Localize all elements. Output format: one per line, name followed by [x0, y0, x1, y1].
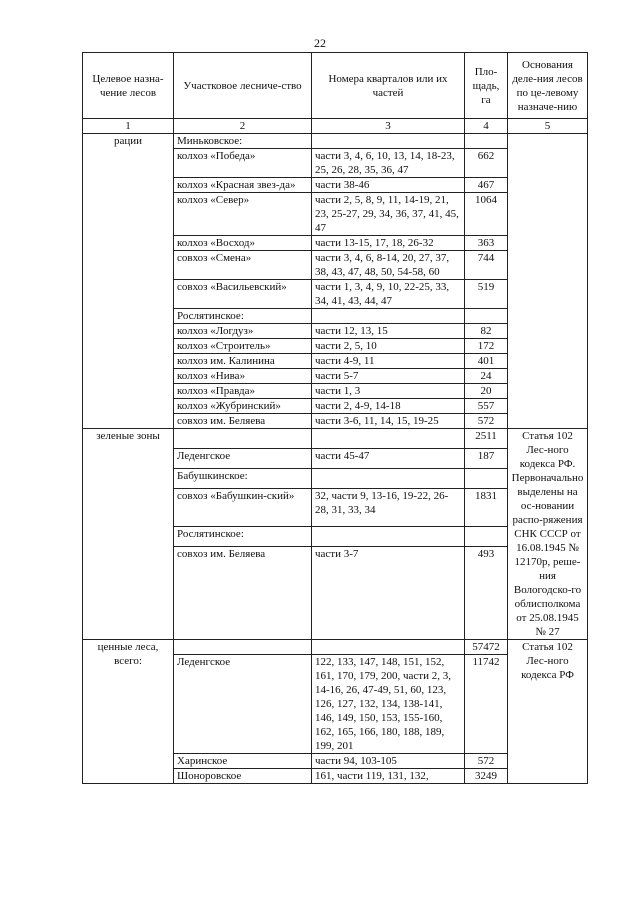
- area-cell: 187: [465, 448, 508, 468]
- forestry-cell: колхоз «Правда»: [174, 384, 312, 399]
- forestry-cell: колхоз «Восход»: [174, 236, 312, 251]
- area-cell: 557: [465, 399, 508, 414]
- quarters-cell: части 3, 4, 6, 10, 13, 14, 18-23, 25, 26, 28, 35, 36, 47: [312, 149, 465, 178]
- column-number: 2: [174, 119, 312, 134]
- area-cell: [465, 309, 508, 324]
- header-quarters: Номера кварталов или их частей: [312, 53, 465, 119]
- column-number: 5: [508, 119, 588, 134]
- quarters-cell: части 1, 3, 4, 9, 10, 22-25, 33, 34, 41, 43, 44, 47: [312, 280, 465, 309]
- quarters-cell: части 5-7: [312, 369, 465, 384]
- quarters-cell: части 4-9, 11: [312, 354, 465, 369]
- forestry-cell: колхоз «Север»: [174, 193, 312, 236]
- forestry-cell: колхоз «Жубринский»: [174, 399, 312, 414]
- area-total-cell: 2511: [465, 429, 508, 449]
- quarters-cell: части 94, 103-105: [312, 754, 465, 769]
- area-cell: 744: [465, 251, 508, 280]
- forestry-cell: колхоз им. Калинина: [174, 354, 312, 369]
- forestry-cell: Рослятинское:: [174, 309, 312, 324]
- area-cell: [465, 134, 508, 149]
- forestry-cell: Рослятинское:: [174, 527, 312, 547]
- area-cell: 572: [465, 414, 508, 429]
- forestry-cell: колхоз «Логдуз»: [174, 324, 312, 339]
- area-cell: 401: [465, 354, 508, 369]
- column-number: 1: [83, 119, 174, 134]
- quarters-cell: части 45-47: [312, 448, 465, 468]
- forestry-cell: совхоз «Смена»: [174, 251, 312, 280]
- area-cell: [465, 468, 508, 488]
- forestry-cell: колхоз «Нива»: [174, 369, 312, 384]
- area-cell: 1064: [465, 193, 508, 236]
- header-forestry: Участковое лесниче-ство: [174, 53, 312, 119]
- forestry-cell: совхоз «Бабушкин-ский»: [174, 488, 312, 526]
- quarters-cell: [312, 468, 465, 488]
- quarters-cell: части 38-46: [312, 178, 465, 193]
- quarters-cell: части 3, 4, 6, 8-14, 20, 27, 37, 38, 43, 47, 48, 50, 54-58, 60: [312, 251, 465, 280]
- area-cell: 172: [465, 339, 508, 354]
- header-basis: Основания деле-ния лесов по це-левому назначе-нию: [508, 53, 588, 119]
- basis-cell: Статья 102 Лес-ного кодекса РФ. Первоначально выделены на ос-новании распо-ряжения СНК СССР от 16.08.1945 № 12170р, реше-ния Вологодско-го облисполкома от 25.08.1945 № 27: [508, 429, 588, 640]
- column-number-row: [83, 119, 588, 134]
- area-cell: 82: [465, 324, 508, 339]
- area-cell: [465, 527, 508, 547]
- forestry-cell: Бабушкинское:: [174, 468, 312, 488]
- header-purpose: Целевое назна-чение лесов: [83, 53, 174, 119]
- quarters-cell: части 12, 13, 15: [312, 324, 465, 339]
- forestry-cell: Леденгское: [174, 655, 312, 754]
- quarters-cell: части 13-15, 17, 18, 26-32: [312, 236, 465, 251]
- purpose-cell: рации: [83, 134, 174, 429]
- column-number: 3: [312, 119, 465, 134]
- quarters-cell: 122, 133, 147, 148, 151, 152, 161, 170, 179, 200, части 2, 3, 14-16, 26, 47-49, 51, 60, 123, 126, 127, 132, 134, 138-141, 146, 149, 150, 153, 155-160, 162, 165, 166, 180, 188, 189, 199, 201: [312, 655, 465, 754]
- area-total-cell: 57472: [465, 640, 508, 655]
- basis-cell: [508, 134, 588, 429]
- purpose-cell: ценные леса, всего:: [83, 640, 174, 784]
- forestry-cell: совхоз им. Беляева: [174, 414, 312, 429]
- area-cell: 493: [465, 547, 508, 640]
- quarters-cell: 32, части 9, 13-16, 19-22, 26-28, 31, 33, 34: [312, 488, 465, 526]
- forest-purpose-table: [82, 52, 588, 784]
- quarters-cell: части 2, 5, 10: [312, 339, 465, 354]
- forestry-cell: совхоз им. Беляева: [174, 547, 312, 640]
- area-cell: 20: [465, 384, 508, 399]
- basis-cell: Статья 102 Лес-ного кодекса РФ: [508, 640, 588, 784]
- table-row: [83, 640, 588, 655]
- quarters-cell: [312, 134, 465, 149]
- area-cell: 363: [465, 236, 508, 251]
- area-cell: 3249: [465, 769, 508, 784]
- forestry-cell: Шоноровское: [174, 769, 312, 784]
- quarters-cell: [312, 527, 465, 547]
- area-cell: 662: [465, 149, 508, 178]
- forestry-cell: [174, 429, 312, 449]
- page-number: 22: [314, 36, 326, 50]
- forestry-cell: колхоз «Строитель»: [174, 339, 312, 354]
- column-number: 4: [465, 119, 508, 134]
- quarters-cell: части 1, 3: [312, 384, 465, 399]
- forestry-cell: колхоз «Красная звез-да»: [174, 178, 312, 193]
- table-row: [83, 429, 588, 449]
- area-cell: 572: [465, 754, 508, 769]
- quarters-cell: части 3-6, 11, 14, 15, 19-25: [312, 414, 465, 429]
- forestry-cell: Харинское: [174, 754, 312, 769]
- forestry-cell: совхоз «Васильевский»: [174, 280, 312, 309]
- area-cell: 519: [465, 280, 508, 309]
- area-cell: 24: [465, 369, 508, 384]
- header-area: Пло-щадь, га: [465, 53, 508, 119]
- area-cell: 11742: [465, 655, 508, 754]
- quarters-cell: 161, части 119, 131, 132,: [312, 769, 465, 784]
- area-cell: 467: [465, 178, 508, 193]
- table-header-row: [83, 53, 588, 119]
- forestry-cell: Миньковское:: [174, 134, 312, 149]
- quarters-cell: [312, 429, 465, 449]
- quarters-cell: части 2, 4-9, 14-18: [312, 399, 465, 414]
- quarters-cell: части 3-7: [312, 547, 465, 640]
- area-cell: 1831: [465, 488, 508, 526]
- purpose-cell: зеленые зоны: [83, 429, 174, 640]
- forestry-cell: [174, 640, 312, 655]
- quarters-cell: [312, 309, 465, 324]
- forestry-cell: колхоз «Победа»: [174, 149, 312, 178]
- forestry-cell: Леденгское: [174, 448, 312, 468]
- quarters-cell: [312, 640, 465, 655]
- table-row: [83, 134, 588, 149]
- quarters-cell: части 2, 5, 8, 9, 11, 14-19, 21, 23, 25-27, 29, 34, 36, 37, 41, 45, 47: [312, 193, 465, 236]
